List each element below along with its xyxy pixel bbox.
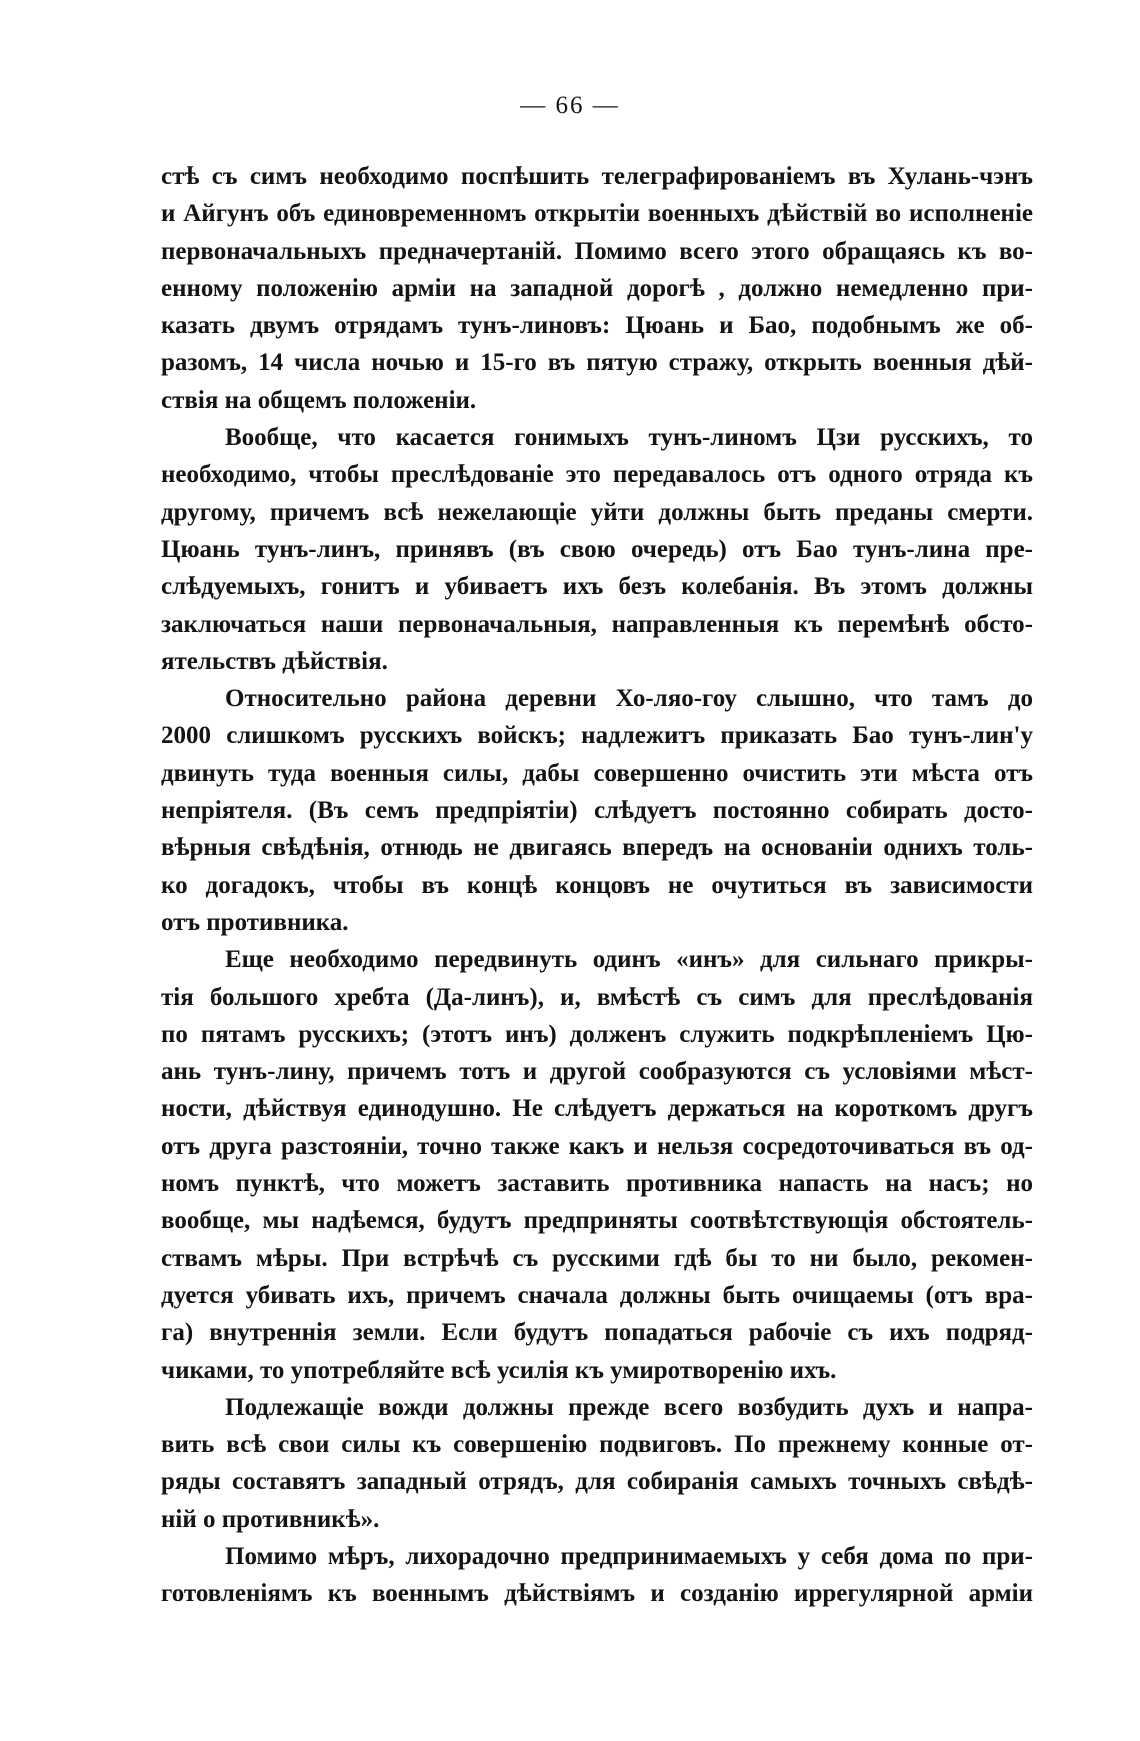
paragraph <box>161 1538 1033 1613</box>
text-line: ности, дѣйствуя единодушно. Не слѣдуетъ держаться на короткомъ другъ <box>161 1095 1033 1123</box>
text-line: другому, причемъ всѣ нежелающіе уйти должны быть преданы смерти. <box>161 498 1033 526</box>
text-line: ствамъ мѣры. При встрѣчѣ съ русскими гдѣ бы то ни было, рекомен- <box>161 1244 1033 1272</box>
text-line: по пятамъ русскихъ; (этотъ инъ) долженъ служить подкрѣпленіемъ Цю- <box>161 1020 1033 1048</box>
text-line: готовленіямъ къ военнымъ дѣйствіямъ и созданію иррегулярной арміи <box>161 1580 1033 1608</box>
text-line: казать двумъ отрядамъ тунъ-линовъ: Цюань и Бао, подобнымъ же об- <box>161 312 1033 340</box>
paragraph <box>161 1389 1033 1538</box>
text-line: га) внутреннія земли. Если будутъ попадаться рабочіе съ ихъ подряд- <box>161 1319 1033 1347</box>
text-line: отъ друга разстояніи, точно также какъ и нельзя сосредоточиваться въ од- <box>161 1132 1033 1160</box>
text-line: Цюань тунъ-линъ, принявъ (въ свою очередь) отъ Бао тунъ-лина пре- <box>161 535 1033 563</box>
page-number: — 66 — <box>520 92 620 119</box>
text-line: разомъ, 14 числа ночью и 15-го въ пятую стражу, открыть военныя дѣй- <box>161 349 1033 377</box>
text-line: заключаться наши первоначальныя, направленныя къ перемѣнѣ обсто- <box>161 610 1033 638</box>
text-line: вообще, мы надѣемся, будутъ предприняты соотвѣтствующія обстоятель- <box>161 1207 1033 1235</box>
text-line: номъ пунктѣ, что можетъ заставить противника напасть на насъ; но <box>161 1170 1033 1198</box>
text-line: ній о противникѣ». <box>161 1505 380 1533</box>
text-line: Помимо мѣръ, лихорадочно предпринимаемыхъ у себя дома по при- <box>225 1542 1033 1570</box>
text-line: ко догадокъ, чтобы въ концѣ концовъ не очутиться въ зависимости <box>161 871 1033 899</box>
text-line: вить всѣ свои силы къ совершенію подвиговъ. По прежнему конные от- <box>161 1431 1033 1459</box>
text-line: и Айгунъ объ единовременномъ открытіи военныхъ дѣйствій во исполненіе <box>161 200 1033 228</box>
text-line: Относительно района деревни Хо-ляо-гоу слышно, что тамъ до <box>225 685 1033 713</box>
text-line: тія большого хребта (Да-линъ), и, вмѣстѣ съ симъ для преслѣдованія <box>161 983 1033 1011</box>
paragraph <box>161 419 1033 680</box>
text-line: Подлежащіе вожди должны прежде всего возбудить духъ и напра- <box>225 1393 1033 1421</box>
paragraph <box>161 680 1033 941</box>
paragraph <box>161 158 1033 419</box>
text-line: енному положенію арміи на западной дорогѣ , должно немедленно при- <box>161 274 1033 302</box>
text-line: отъ противника. <box>161 908 349 936</box>
paragraph <box>161 941 1033 1389</box>
text-line: слѣдуемыхъ, гонитъ и убиваетъ ихъ безъ колебанія. Въ этомъ должны <box>161 573 1033 601</box>
text-line: Еще необходимо передвинуть одинъ «инъ» для сильнаго прикры- <box>225 946 1033 974</box>
text-line: дуется убивать ихъ, причемъ сначала должны быть очищаемы (отъ вра- <box>161 1281 1033 1309</box>
text-line: первоначальныхъ предначертаній. Помимо всего этого обращаясь къ во- <box>161 237 1033 265</box>
text-line: ятельствъ дѣйствія. <box>161 647 388 675</box>
text-line: вѣрныя свѣдѣнія, отнюдь не двигаясь впередъ на основаніи однихъ толь- <box>161 834 1033 862</box>
text-line: 2000 слишкомъ русскихъ войскъ; надлежитъ приказать Бао тунъ-лин'у <box>161 722 1033 750</box>
body-text <box>161 158 1033 1613</box>
text-line: чиками, то употребляйте всѣ усилія къ умиротворенію ихъ. <box>161 1356 837 1384</box>
text-line: Вообще, что касается гонимыхъ тунъ-линомъ Цзи русскихъ, то <box>225 424 1033 452</box>
text-line: ряды составятъ западный отрядъ, для собиранія самыхъ точныхъ свѣдѣ- <box>161 1468 1033 1496</box>
text-line: необходимо, чтобы преслѣдованіе это передавалось отъ одного отряда къ <box>161 461 1033 489</box>
text-line: непріятеля. (Въ семъ предпріятіи) слѣдуетъ постоянно собирать досто- <box>161 797 1033 825</box>
text-line: ствія на общемъ положеніи. <box>161 386 477 414</box>
text-line: двинуть туда военныя силы, дабы совершенно очистить эти мѣста отъ <box>161 759 1033 787</box>
text-line: ань тунъ-лину, причемъ тотъ и другой сообразуются съ условіями мѣст- <box>161 1058 1033 1086</box>
text-line: стѣ съ симъ необходимо поспѣшить телеграфированіемъ въ Хулань-чэнъ <box>161 163 1033 190</box>
